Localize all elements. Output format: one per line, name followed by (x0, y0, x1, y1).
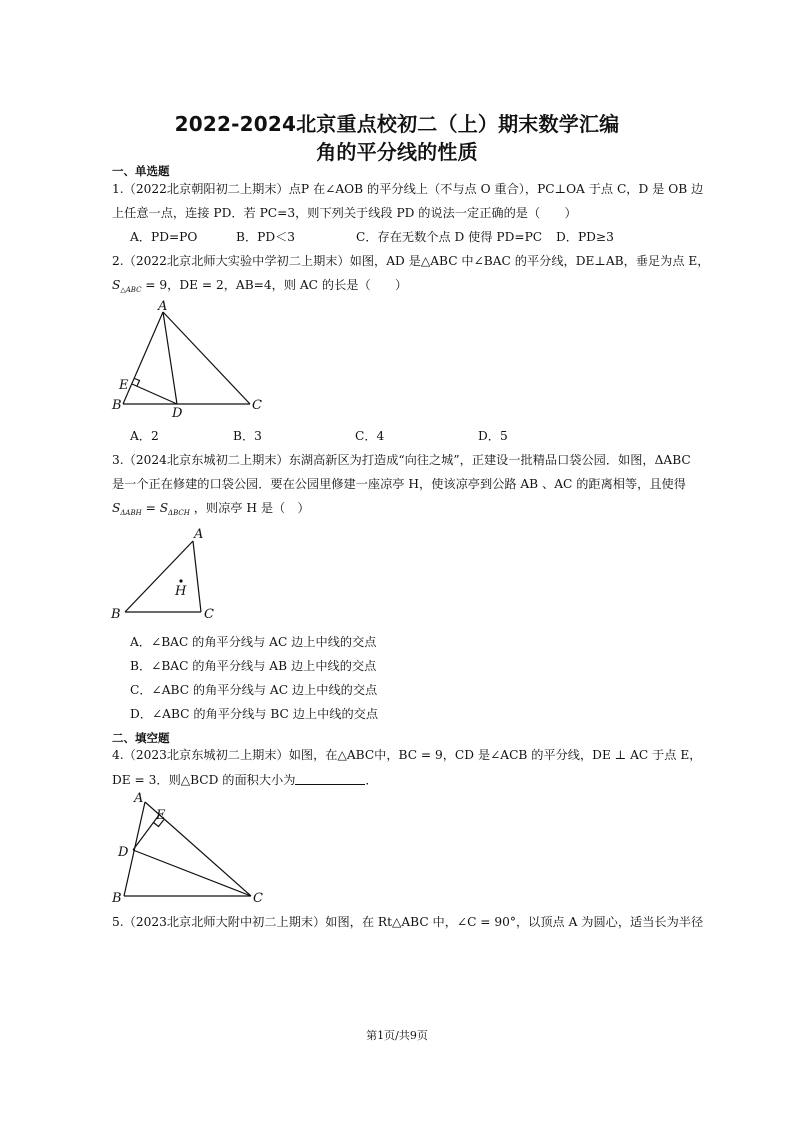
document-title: 2022-2024北京重点校初二（上）期末数学汇编 (174, 112, 620, 136)
question-2-option-a: A．2 (130, 429, 159, 443)
question-3-option-b: B．∠BAC 的角平分线与 AB 边上中线的交点 (130, 659, 377, 673)
question-5-line-1: 5.（2023北京北师大附中初二上期末）如图，在 Rt△ABC 中，∠C = 90°，以顶点 A 为圆心，适当长为半径 (112, 915, 704, 929)
point-h (179, 579, 182, 582)
label-a: A (158, 299, 168, 314)
label-h: H (175, 584, 187, 599)
label-a: A (194, 527, 204, 542)
section-heading-fill-blank: 二、填空题 (112, 731, 170, 745)
question-3-line-2: 是一个正在修建的口袋公园．要在公园里修建一座凉亭 H，使该凉亭到公路 AB 、AC 的距离相等，且使得 (112, 477, 686, 491)
segment-ad (163, 312, 177, 404)
label-b: B (112, 891, 122, 906)
question-4-figure (105, 788, 275, 908)
segment-ab (123, 312, 163, 404)
question-2-option-c: C．4 (355, 429, 385, 443)
question-3-line-1: 3.（2024北京东城初二上期末）东湖高新区为打造成“向往之城”，正建设一批精品口袋公园．如图，ΔABC (112, 453, 691, 467)
question-4-line-2 (112, 771, 378, 788)
equals-sign: = (141, 501, 160, 515)
question-3-line-3 (112, 499, 310, 517)
question-4-period: ． (365, 773, 378, 787)
segment-ac (193, 541, 201, 612)
question-3-text-3: ，则凉亭 H 是（ ） (189, 501, 310, 515)
segment-ab (125, 541, 193, 612)
question-3-option-a: A．∠BAC 的角平分线与 AC 边上中线的交点 (130, 635, 377, 649)
question-4-line-1: 4.（2023北京东城初二上期末）如图，在△ABC中，BC = 9，CD 是∠ACB 的平分线，DE ⊥ AC 于点 E， (112, 748, 702, 762)
segment-de (132, 384, 177, 404)
question-3-option-c: C．∠ABC 的角平分线与 AC 边上中线的交点 (130, 683, 378, 697)
label-c: C (253, 891, 263, 906)
label-d: D (172, 406, 183, 421)
question-2-figure (105, 296, 275, 421)
segment-ac (163, 312, 250, 404)
question-1-text-1: P 在∠AOB 的平分线上（不与点 O 重合），PC⊥OA 于点 C，D 是 OB 边 (300, 182, 704, 196)
label-b: B (111, 607, 121, 622)
answer-blank (295, 774, 365, 785)
question-2-text-2: = 9，DE = 2，AB=4，则 AC 的长是（ ） (141, 278, 408, 292)
document-subtitle: 角的平分线的性质 (316, 140, 478, 164)
label-e: E (156, 808, 166, 823)
question-4-text-2: DE = 3．则△BCD 的面积大小为 (112, 773, 296, 787)
area-subscript-2: ΔBCH (168, 509, 190, 517)
area-subscript-1: ΔABH (120, 509, 142, 517)
question-1-option-c: C．存在无数个点 D 使得 PD=PC (356, 230, 543, 244)
question-1-option-b: B．PD＜3 (236, 230, 296, 244)
section-heading-single-choice: 一、单选题 (112, 164, 170, 178)
segment-cd (133, 850, 251, 896)
question-2-line-1: 2.（2022北京北师大实验中学初二上期末）如图，AD 是△ABC 中∠BAC 的平分线，DE⊥AB，垂足为点 E， (112, 254, 710, 268)
area-symbol-2: S (159, 501, 169, 515)
area-symbol: S (112, 278, 121, 292)
question-2-option-b: B．3 (233, 429, 262, 443)
label-c: C (204, 607, 214, 622)
area-subscript: △ABC (120, 286, 142, 294)
question-1-line-2: 上任意一点，连接 PD．若 PC=3，则下列关于线段 PD 的说法一定正确的是（ ） (112, 206, 577, 220)
question-1-option-a: A．PD=PO (130, 230, 198, 244)
area-symbol-1: S (112, 501, 121, 515)
page-footer: 第1页/共9页 (366, 1029, 428, 1042)
label-d: D (118, 845, 129, 860)
question-2-line-2 (112, 276, 407, 294)
label-c: C (252, 398, 262, 413)
label-a: A (134, 791, 144, 806)
question-2-option-d: D．5 (478, 429, 508, 443)
question-1-option-d: D．PD≥3 (556, 230, 614, 244)
question-3-figure (105, 522, 235, 627)
question-1-source: 1.（2022北京朝阳初二上期末）点 (112, 182, 301, 196)
label-b: B (112, 398, 122, 413)
question-3-option-d: D．∠ABC 的角平分线与 BC 边上中线的交点 (130, 707, 379, 721)
question-1-line-1 (112, 180, 703, 197)
label-e: E (119, 378, 129, 393)
